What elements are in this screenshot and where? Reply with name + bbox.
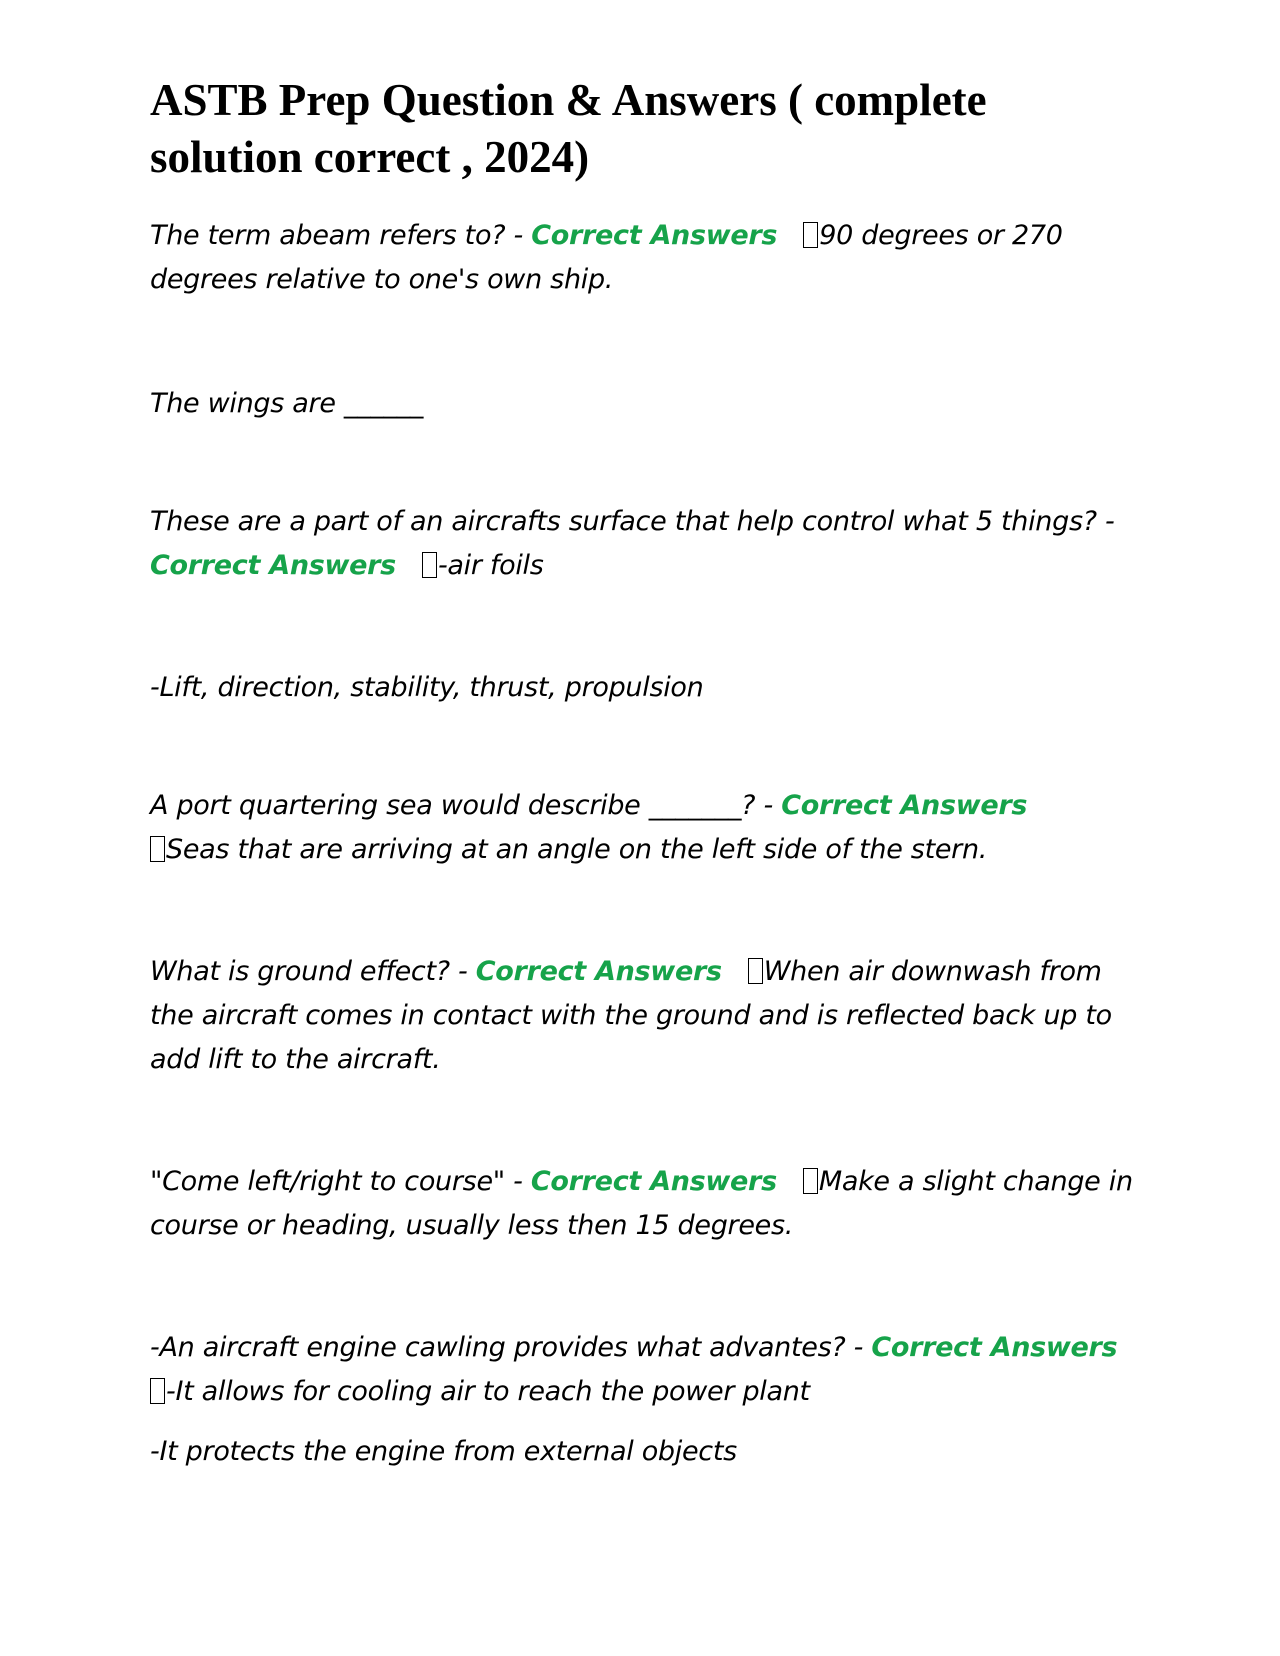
missing-glyph-box-icon: [150, 1378, 165, 1404]
answer-text: Make a slight change in course or heading, usually less then 15 degrees.: [150, 1166, 1133, 1241]
answer-text: -air foils: [437, 550, 544, 581]
missing-glyph-box-icon: [422, 552, 437, 578]
text-entry-wings: [150, 382, 1140, 426]
body-text: The wings are ______: [150, 388, 424, 419]
question-text: These are a part of an aircrafts surface that help control what 5 things? -: [150, 506, 1115, 537]
text-entry-lift-list: [150, 666, 1140, 710]
text-entry-engine-protection: [150, 1430, 1140, 1474]
answer-text: Seas that are arriving at an angle on the left side of the stern.: [166, 834, 988, 865]
correct-answers-label: Correct Answers: [530, 1166, 777, 1197]
missing-glyph-box-icon: [803, 1168, 818, 1194]
question-text: A port quartering sea would describe _______? -: [150, 790, 782, 821]
question-text: "Come left/right to course" -: [150, 1166, 531, 1197]
question-text: The term abeam refers to? -: [150, 220, 532, 251]
answer-text: 90 degrees or 270 degrees relative to one's own ship.: [150, 220, 1063, 295]
document-title: ASTB Prep Question & Answers ( complete solution correct , 2024): [150, 75, 987, 182]
question-text: What is ground effect? -: [150, 956, 476, 987]
body-text: -Lift, direction, stability, thrust, propulsion: [150, 672, 704, 703]
body-text: -It protects the engine from external objects: [150, 1436, 737, 1467]
missing-glyph-box-icon: [803, 222, 818, 248]
correct-answers-label: Correct Answers: [781, 790, 1028, 821]
answer-text: -It allows for cooling air to reach the power plant: [166, 1376, 810, 1407]
correct-answers-label: Correct Answers: [150, 550, 396, 581]
question-text: -An aircraft engine cawling provides what advantes? -: [150, 1332, 872, 1363]
missing-glyph-box-icon: [748, 958, 763, 984]
correct-answers-label: Correct Answers: [475, 956, 722, 987]
qa-entry-engine-cowling: [150, 1326, 1140, 1414]
qa-entry-control-surfaces: [150, 500, 1140, 588]
correct-answers-label: Correct Answers: [871, 1332, 1118, 1363]
qa-entry-come-left-right: [150, 1160, 1140, 1248]
missing-glyph-box-icon: [150, 836, 165, 862]
qa-entry-port-quartering-sea: [150, 784, 1140, 872]
answer-text: When air downwash from the aircraft comes in contact with the ground and is reflected back up to add lift to the aircraft.: [150, 956, 1112, 1075]
qa-entry-abeam: [150, 214, 1140, 302]
qa-entry-ground-effect: [150, 950, 1140, 1082]
correct-answers-label: Correct Answers: [531, 220, 778, 251]
